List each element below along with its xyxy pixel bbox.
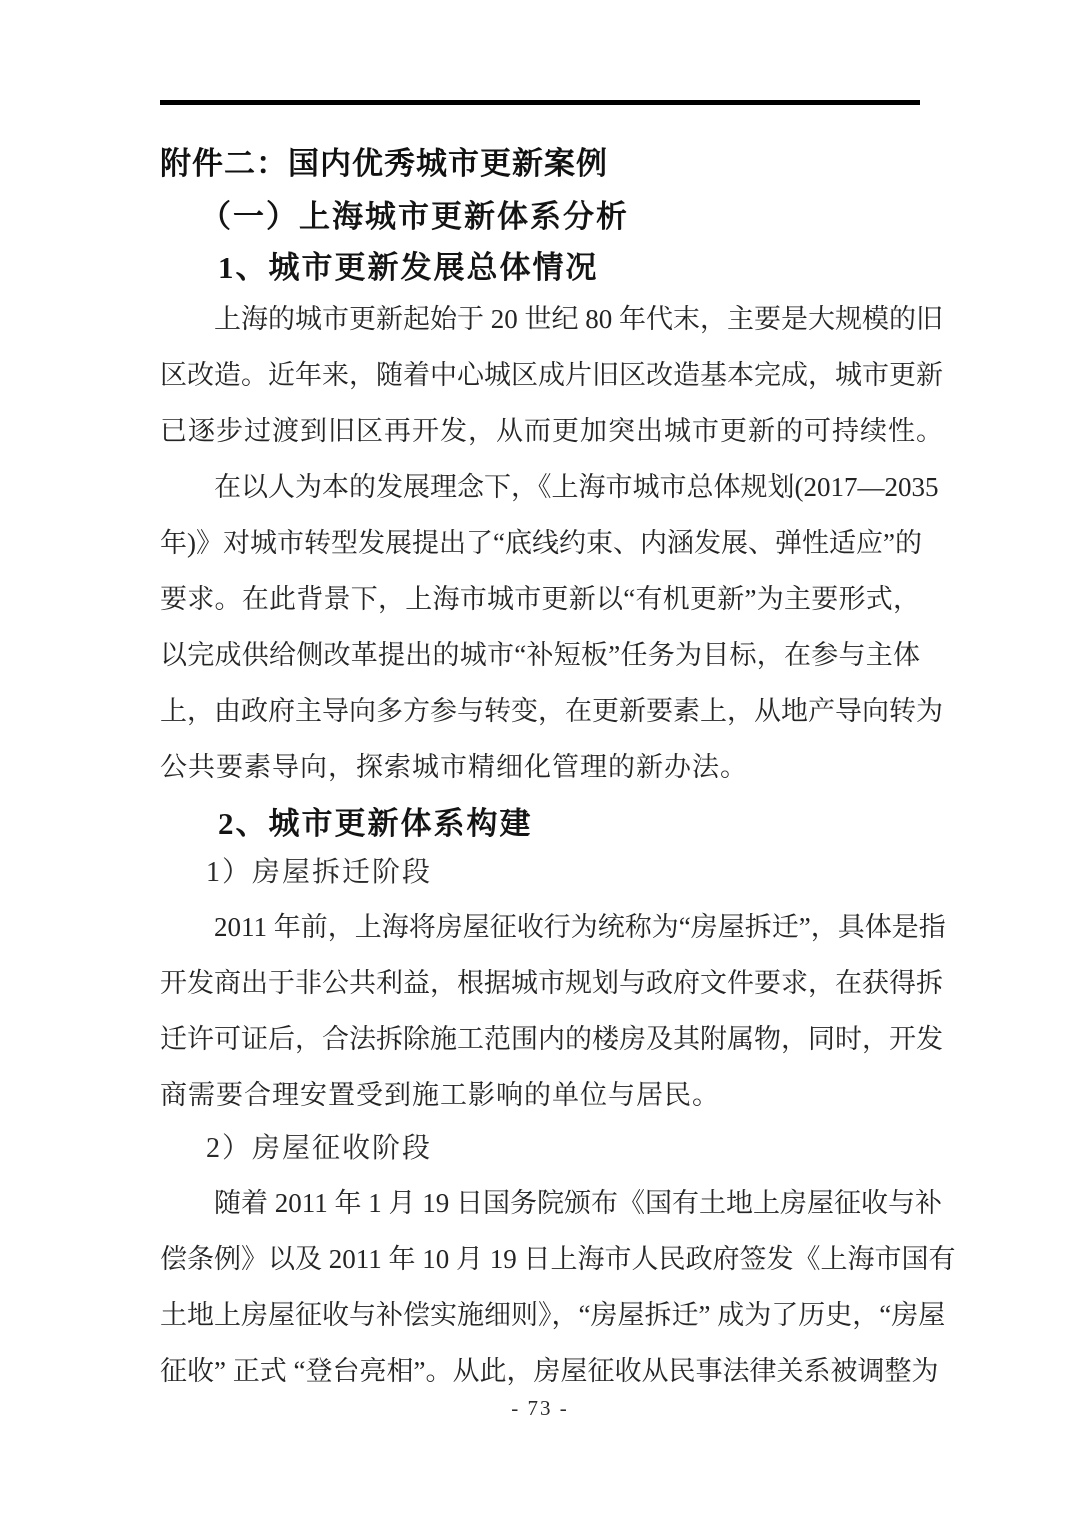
paragraph-line: 偿条例》以及 2011 年 10 月 19 日上海市人民政府签发《上海市国有 — [160, 1244, 956, 1274]
paragraph-line: 随着 2011 年 1 月 19 日国务院颁布《国有土地上房屋征收与补 — [214, 1188, 942, 1218]
doc-subheading: 1）房屋拆迁阶段 — [206, 857, 433, 888]
paragraph-line: 要求。在此背景下，上海市城市更新以“有机更新”为主要形式， — [160, 584, 920, 614]
doc-heading3: 2、城市更新体系构建 — [218, 806, 533, 841]
doc-paragraph — [160, 459, 943, 795]
paragraph-line: 公共要素导向，探索城市精细化管理的新办法。 — [160, 752, 748, 782]
paragraph-line: 区改造。近年来，随着中心城区成片旧区改造基本完成，城市更新 — [160, 360, 943, 390]
paragraph-line: 迁许可证后，合法拆除施工范围内的楼房及其附属物，同时，开发 — [160, 1024, 943, 1054]
doc-subheading: 2）房屋征收阶段 — [206, 1133, 433, 1164]
paragraph-line: 以完成供给侧改革提出的城市“补短板”任务为目标，在参与主体 — [160, 640, 920, 670]
paragraph-line: 土地上房屋征收与补偿实施细则》，“房屋拆迁” 成为了历史，“房屋 — [160, 1300, 946, 1330]
paragraph-line: 在以人为本的发展理念下，《上海市城市总体规划(2017—2035 — [214, 472, 939, 502]
paragraph-line: 开发商出于非公共利益，根据城市规划与政府文件要求，在获得拆 — [160, 968, 943, 998]
doc-paragraph — [160, 291, 944, 459]
paragraph-line: 年)》对城市转型发展提出了“底线约束、内涵发展、弹性适应”的 — [160, 528, 922, 558]
doc-paragraph — [160, 1175, 956, 1399]
paragraph-line: 上海的城市更新起始于 20 世纪 80 年代末，主要是大规模的旧 — [214, 304, 943, 334]
paragraph-line: 上，由政府主导向多方参与转变，在更新要素上，从地产导向转为 — [160, 696, 943, 726]
paragraph-line: 2011 年前，上海将房屋征收行为统称为“房屋拆迁”，具体是指 — [214, 912, 946, 942]
page-number: - 73 - — [511, 1396, 569, 1420]
paragraph-line: 征收” 正式 “登台亮相”。从此，房屋征收从民事法律关系被调整为 — [160, 1356, 939, 1386]
paragraph-line: 商需要合理安置受到施工影响的单位与居民。 — [160, 1080, 720, 1110]
doc-paragraph — [160, 899, 946, 1123]
doc-heading2: （一）上海城市更新体系分析 — [200, 199, 629, 234]
document-content — [160, 0, 956, 1399]
paragraph-line: 已逐步过渡到旧区再开发，从而更加突出城市更新的可持续性。 — [160, 416, 944, 446]
doc-heading1: 附件二：国内优秀城市更新案例 — [160, 146, 608, 181]
doc-heading3: 1、城市更新发展总体情况 — [218, 250, 599, 285]
header-rule — [160, 100, 920, 105]
